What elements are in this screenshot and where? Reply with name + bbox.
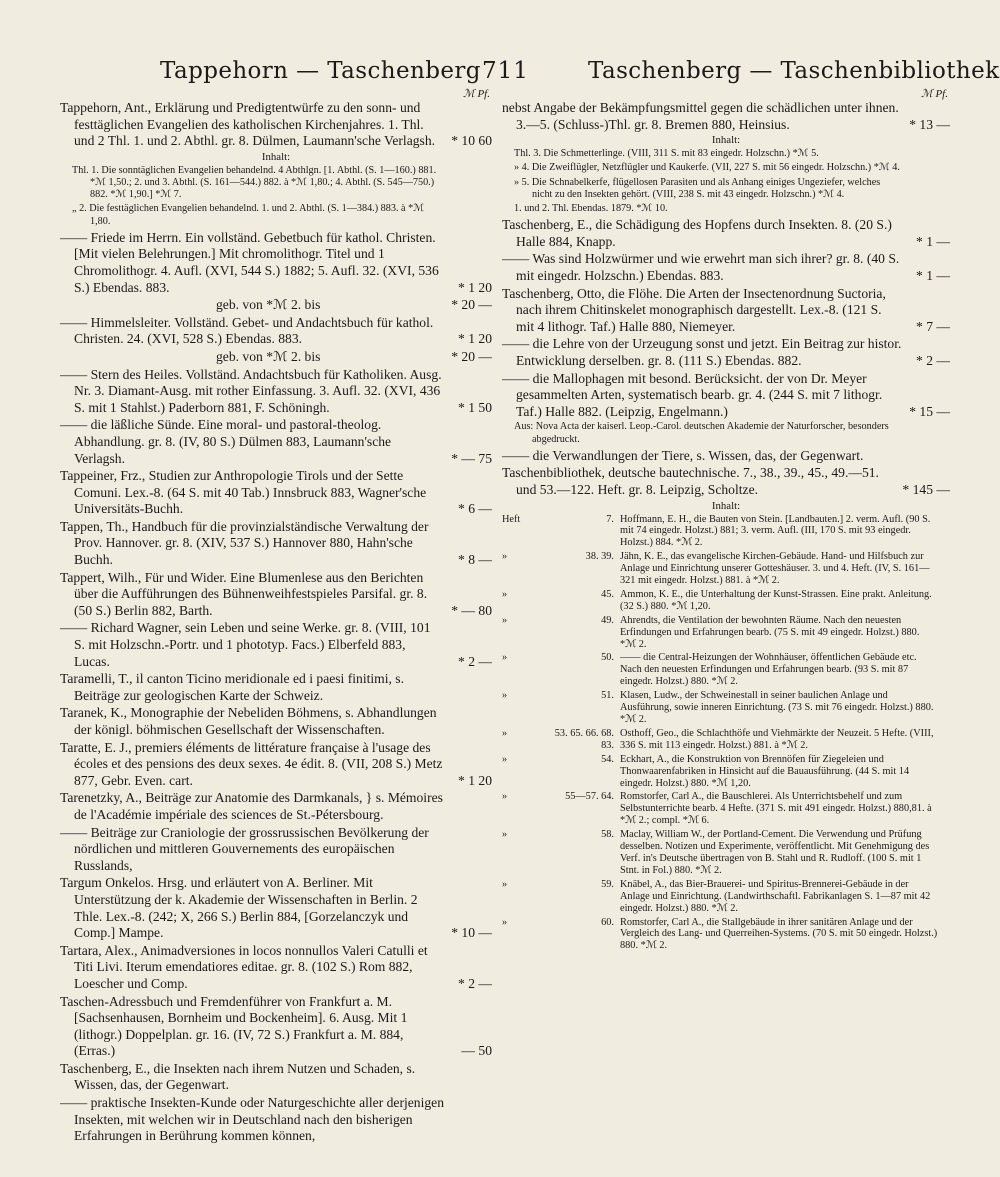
entry-text: Taramelli, T., il canton Ticino meridionale ed i paesi finitimi, s. Beiträge zur geologischen Karte der Schweiz. <box>60 671 404 703</box>
contents-row <box>502 589 950 613</box>
entry-text: Taranek, K., Monographie der Nebeliden Böhmens, s. Abhandlungen der königl. böhmischen Gesellschaft der Wissenschaften. <box>60 705 437 738</box>
contents-title: Romstorfer, Carl A., die Stallgebäude in ihrer sanitären Anlage und der Vergleich des Lang- und Querreihen-Systems. (70 S. mit 50 eingedr. Holzst.) 880. *ℳ 2. <box>620 916 938 952</box>
catalog-entry <box>60 417 492 467</box>
entry-text: —— die Verwandlungen der Tiere, s. Wissen, das, der Gegenwart. <box>502 447 864 463</box>
entry-price: * 145 — <box>902 481 950 497</box>
entry-price: * 7 — <box>916 318 950 334</box>
catalog-entry <box>60 1061 492 1094</box>
catalog-entry <box>60 825 492 875</box>
entry-price: * 1 20 <box>458 279 492 295</box>
entry-text: » 4. Die Zweiflügler, Netzflügler und Kaukerfe. (VII, 227 S. mit 56 eingedr. Holzschn.) *ℳ 4. <box>514 162 900 174</box>
entry-price: * 2 — <box>916 352 950 368</box>
entry-text: —— Beiträge zur Craniologie der grossrussischen Bevölkerung der nördlichen und mittleren Gouvernements des europäischen Russlands, <box>60 824 429 873</box>
contents-heft-label: » <box>502 916 508 928</box>
binding-price-line <box>60 349 492 366</box>
entry-text: —— Himmelsleiter. Vollständ. Gebet- und Andachtsbuch für kathol. Christen. 24. (XVI, 528 S.) Ebendas. 883. <box>60 314 434 347</box>
catalog-entry <box>60 620 492 670</box>
entry-text: nebst Angabe der Bekämpfungsmittel gegen die schädlichen unter ihnen. 3.—5. (Schluss-)Thl. gr. 8. Bremen 880, Heinsius. <box>502 100 899 132</box>
entry-text: 1. und 2. Thl. Ebendas. 1879. *ℳ 10. <box>514 203 668 214</box>
contents-heft-label: » <box>502 753 508 765</box>
entry-text: Tappeiner, Frz., Studien zur Anthropologie Tirols und der Sette Comuni. Lex.-8. (64 S. mit 40 Tab.) Innsbruck 883, Wagner'sche Universitäts-Buchh. <box>60 468 427 517</box>
contents-title: Klasen, Ludw., der Schweinestall in seiner baulichen Anlage und Ausführung, sowie inneren Einrichtung. (73 S. mit 76 eingedr. Holzst.) 880. *ℳ 2. <box>620 690 934 726</box>
entry-price: * — 75 <box>451 450 492 466</box>
catalog-entry <box>60 943 492 993</box>
entry-text: Taratte, E. J., premiers éléments de littérature française à l'usage des écoles et des pensions des deux sexes. 4e édit. 8. (VII, 208 S.) Metz 877, Gebr. Even. cart. <box>60 739 443 788</box>
entry-text: Inhalt: <box>711 134 741 147</box>
sub-entry <box>502 162 950 174</box>
contents-heft-number: 54. <box>601 753 614 765</box>
entry-price: * — 80 <box>451 602 492 618</box>
left-entry-list <box>60 100 492 1145</box>
contents-title: Hoffmann, E. H., die Bauten von Stein. [Landbauten.] 2. verm. Aufl. (90 S. mit 74 eingedr. Holzst.) 881; 3. verm. Aufl. (III, 170 S. mit 93 eingedr. Holzst.) 884. *ℳ 2. <box>620 513 931 549</box>
contents-heft-label: » <box>502 829 508 841</box>
entry-text: Tappehorn, Ant., Erklärung und Predigtentwürfe zu den sonn- und festtäglichen Evangelien des katholischen Kirchenjahres. 1. Thl. und 2 Thl. 1. und 2. Abthl. gr. 8. Dülmen, Laumann'sche Verlagsh. <box>60 100 436 149</box>
entry-text: Taschenberg, E., die Schädigung des Hopfens durch Insekten. 8. (20 S.) Halle 884, Knapp. <box>502 217 892 249</box>
entry-price: * 10 60 <box>451 133 492 149</box>
contents-heft-label: » <box>502 727 508 739</box>
contents-title: Ahrendts, die Ventilation der bewohnten Räume. Nach den neuesten Erfindungen und Erfahrungen bearb. (75 S. mit 49 eingedr. Holzst.) 880. *ℳ 2. <box>620 614 920 650</box>
contents-row <box>502 791 950 827</box>
contents-heft-number: 53. 65. 66. 68. 83. <box>554 727 614 751</box>
right-running-title: Taschenberg — Taschenbibliothek <box>588 58 1000 84</box>
entry-text: Taschen-Adressbuch und Fremdenführer von Frankfurt a. M. [Sachsenhausen, Bornheim und Bockenheim]. 6. Ausg. Mit 1 (lithogr.) Doppelplan. gr. 16. (IV, 72 S.) Frankfurt a. M. 884, (Erras.) <box>60 993 408 1059</box>
contents-row <box>502 514 950 550</box>
entry-price: * 10 — <box>451 925 492 941</box>
contents-heft-label: » <box>502 652 508 664</box>
contents-title: Knäbel, A., das Bier-Brauerei- und Spiritus-Brennerei-Gebäude in der Anlage und Einrichtung. (Landwirthschaftl. Fabrikanlagen S. 1—87 mit 42 eingedr. Holzst.) 880. *ℳ 2. <box>620 878 931 914</box>
entry-text: Thl. 1. Die sonntäglichen Evangelien behandelnd. 4 Abthlgn. [1. Abthl. (S. 1—160.) 881. *ℳ 1,50.; 2. und 3. Abthl. (S. 161—544.) 882. à *ℳ 1,80.; 4. Abthl. (S. 545—750.) 882. *ℳ 1,90.] *ℳ 7. <box>72 164 437 201</box>
catalog-entry <box>502 100 950 133</box>
catalog-entry <box>60 570 492 620</box>
entry-text: Inhalt: <box>261 150 291 163</box>
contents-row <box>502 615 950 651</box>
contents-heft-label: Heft <box>502 513 521 525</box>
contents-heft-number: 50. <box>601 652 614 664</box>
contents-title: Jähn, K. E., das evangelische Kirchen-Gebäude. Hand- und Hilfsbuch zur Anlage und Einrichtung unserer Gotteshäuser. 3. und 4. Heft. (IV, S. 161—321 mit eingedr. Holzst.) 881. à *ℳ 2. <box>620 551 930 587</box>
contents-heft-number: 49. <box>601 614 614 626</box>
contents-row <box>502 879 950 915</box>
entry-text: geb. von *ℳ 2. bis <box>216 348 321 364</box>
contents-title: Eckhart, A., die Konstruktion von Brennöfen für Ziegeleien und Thonwaarenfabriken in Hinsicht auf die Bauausführung. (44 S. mit 14 eingedr. Holzst.) 880. *ℳ 1,20. <box>620 753 910 789</box>
entry-text: Taschenberg, Otto, die Flöhe. Die Arten der Insectenordnung Suctoria, nach ihrem Chitinskelet monographisch dargestellt. Lex.-8. (121 S. mit 4 lithogr. Taf.) Halle 880, Niemeyer. <box>502 285 886 334</box>
contents-row <box>502 728 950 752</box>
entry-text: —— Stern des Heiles. Vollständ. Andachtsbuch für Katholiken. Ausg. Nr. 3. Diamant-Ausg. mit rother Einfassung. 3. Aufl. 32. (XVI, 436 S. mit 1 Stahlst.) Paderborn 881, F. Schöningh. <box>60 366 442 415</box>
entry-text: Inhalt: <box>711 499 741 512</box>
entry-text: —— die Lehre von der Urzeugung sonst und jetzt. Ein Beitrag zur histor. Entwicklung derselben. gr. 8. (111 S.) Ebendas. 882. <box>502 336 902 368</box>
entry-text: —— praktische Insekten-Kunde oder Naturgeschichte aller derjenigen Insekten, mit welchen wir in Deutschland nach den bisherigen Erfahrungen in Berührung kommen können, <box>60 1095 445 1144</box>
entry-text: —— Was sind Holzwürmer und wie erwehrt man sich ihrer? gr. 8. (40 S. mit eingedr. Holzschn.) Ebendas. 883. <box>502 251 900 283</box>
entry-price: * 15 — <box>909 403 950 419</box>
entry-text: Thl. 3. Die Schmetterlinge. (VIII, 311 S. mit 83 eingedr. Holzschn.) *ℳ 5. <box>514 148 819 160</box>
entry-text: „ 2. Die festtäglichen Evangelien behandelnd. 1. und 2. Abthl. (S. 1—384.) 883. à *ℳ 1,80. <box>72 203 425 227</box>
catalog-entry <box>60 519 492 569</box>
entry-text: Tappen, Th., Handbuch für die provinzialständische Verwaltung der Prov. Hannover. gr. 8. (XIV, 537 S.) Hannover 880, Hahn'sche Buchh. <box>60 518 429 568</box>
entry-text: Tartara, Alex., Animadversiones in locos nonnullos Valeri Catulli et Titi Livi. Iterum emendatiores editae. gr. 8. (102 S.) Rom 882, Loescher und Comp. <box>60 942 428 991</box>
contents-title: —— die Central-Heizungen der Wohnhäuser, öffentlichen Gebäude etc. Nach den neuesten Erfindungen und Erfahrungen bearb. (93 S. mit 87 eingedr. Holzst.) 880. *ℳ 2. <box>620 652 917 688</box>
entry-price: * 20 — <box>451 297 492 313</box>
contents-heft-number: 45. <box>601 588 614 600</box>
catalog-entry <box>60 367 492 417</box>
catalog-entry <box>502 286 950 336</box>
entry-text: Tappert, Wilh., Für und Wider. Eine Blumenlese aus den Berichten über die Aufführungen des Bühnenweihfestspieles Parsifal. gr. 8. (50 S.) Berlin 882, Barth. <box>60 569 428 618</box>
catalog-entry <box>502 336 950 369</box>
entry-price: * 2 — <box>458 653 492 669</box>
catalog-entry <box>60 875 492 941</box>
entry-price: * 1 — <box>916 233 950 249</box>
right-entry-list <box>502 100 950 513</box>
catalog-entry <box>60 705 492 738</box>
right-column <box>502 88 950 954</box>
contents-row <box>502 551 950 587</box>
entry-price: * 20 — <box>451 348 492 364</box>
contents-heft-number: 7. <box>606 513 614 525</box>
entry-text: Tarenetzky, A., Beiträge zur Anatomie des Darmkanals, } s. Mémoires de l'Académie impériale des sciences de St.-Pétersbourg. <box>60 790 443 822</box>
page-number: 711 <box>482 58 529 84</box>
entry-text: geb. von *ℳ 2. bis <box>216 297 321 313</box>
currency-head: ℳ Pf. <box>462 88 490 100</box>
catalog-entry <box>502 371 950 421</box>
entry-text: —— Friede im Herrn. Ein vollständ. Gebetbuch für kathol. Christen. [Mit vielen Belehrungen.] Mit chromolithogr. Titel und 1 Chromolithogr. 4. Aufl. (XVI, 544 S.) 1882; 5. Aufl. 32. (XVI, 536 S.) Ebendas. 883. <box>60 229 439 295</box>
contents-title: Romstorfer, Carl A., die Bauschlerei. Als Unterrichtsbehelf und zum Selbstunterrichte bearb. 4 Hefte. (371 S. mit 491 eingedr. Holzst.) 880,81. à *ℳ 2.; compl. *ℳ 6. <box>620 791 932 827</box>
catalog-entry <box>60 468 492 518</box>
entry-price: * 8 — <box>458 552 492 568</box>
catalog-entry <box>502 217 950 250</box>
left-running-title: Tappehorn — Taschenberg <box>160 58 481 84</box>
sub-entry <box>502 177 950 201</box>
contents-heft-label: » <box>502 588 508 600</box>
contents-title: Maclay, William W., der Portland-Cement. Die Verwendung und Prüfung desselben. Notizen und Experimente, veröffentlicht. Mit Genehmigung des Verf. in's Deutsche übertragen von B. Stahl und R. Rudloff. (100 S. mit 1 Stnt. in Fol.) 880. *ℳ 2. <box>620 829 930 876</box>
catalog-entry <box>60 100 492 150</box>
currency-head: ℳ Pf. <box>920 88 948 100</box>
entry-price: * 1 20 <box>458 772 492 788</box>
running-head <box>0 58 1000 92</box>
entry-text: Taschenberg, E., die Insekten nach ihrem Nutzen und Schaden, s. Wissen, das, der Gegenwart. <box>60 1060 416 1093</box>
contents-heft-number: 58. <box>601 829 614 841</box>
catalog-entry <box>60 740 492 790</box>
entry-text: » 5. Die Schnabelkerfe, flügellosen Parasiten und als Anhang einiges Ungeziefer, welches nicht zu den Insekten gehört. (VIII, 238 S. mit 43 eingedr. Holzschn.) *ℳ 4. <box>514 176 881 200</box>
entry-text: —— die Mallophagen mit besond. Berücksicht. der von Dr. Meyer gesammelten Arten, systematisch bearb. gr. 4. (244 S. mit 7 lithogr. Taf.) Halle 882. (Leipzig, Engelmann.) <box>502 370 883 419</box>
contents-heft-number: 38. 39. <box>585 551 614 563</box>
catalog-entry <box>60 1095 492 1145</box>
sub-entry <box>60 203 492 227</box>
contents-heading <box>502 500 950 513</box>
catalog-entry <box>60 790 492 823</box>
catalog-entry <box>502 251 950 284</box>
entry-price: * 13 — <box>909 116 950 132</box>
catalog-entry <box>60 230 492 296</box>
contents-row <box>502 754 950 790</box>
contents-heft-label: » <box>502 614 508 626</box>
contents-row <box>502 690 950 726</box>
contents-title: Osthoff, Geo., die Schlachthöfe und Viehmärkte der Neuzeit. 5 Hefte. (VIII, 336 S. mit 113 eingedr. Holzst.) 881. à *ℳ 2. <box>620 727 934 751</box>
contents-heft-label: » <box>502 551 508 563</box>
contents-row <box>502 829 950 877</box>
binding-price-line <box>60 297 492 314</box>
entry-text: Targum Onkelos. Hrsg. und erläutert von A. Berliner. Mit Unterstützung der k. Akademie der Wissenschaften in Berlin. 2 Thle. Lex.-8. (242; X, 266 S.) Berlin 884, [Gorzelanczyk und Comp.] Mampe. <box>60 875 418 941</box>
entry-text: Taschenbibliothek, deutsche bautechnische. 7., 38., 39., 45., 49.—51. und 53.—122. Heft. gr. 8. Leipzig, Scholtze. <box>502 465 879 497</box>
contents-heft-number: 51. <box>601 690 614 702</box>
contents-heft-number: 55—57. 64. <box>565 791 614 803</box>
contents-heft-label: » <box>502 791 508 803</box>
catalog-entry <box>60 671 492 704</box>
contents-heft-label: » <box>502 690 508 702</box>
entry-price: * 1 20 <box>458 331 492 347</box>
contents-heft-number: 59. <box>601 878 614 890</box>
catalog-entry <box>502 448 950 465</box>
contents-heft-label: » <box>502 878 508 890</box>
entry-price: * 1 — <box>916 267 950 283</box>
entry-text: Aus: Nova Acta der kaiserl. Leop.-Carol. deutschen Akademie der Naturforscher, besonders abgedruckt. <box>514 421 889 445</box>
contents-row <box>502 652 950 688</box>
sub-entry <box>502 148 950 160</box>
catalog-entry <box>60 315 492 348</box>
catalog-entry <box>60 994 492 1060</box>
entry-price: * 2 — <box>458 975 492 991</box>
sub-entry <box>502 203 950 215</box>
entry-text: —— Richard Wagner, sein Leben und seine Werke. gr. 8. (VIII, 101 S. mit Holzschn.-Portr. und 1 phototyp. Facs.) Elberfeld 883, Lucas. <box>60 620 431 669</box>
entry-price: * 6 — <box>458 501 492 517</box>
contents-heft-number: 60. <box>601 916 614 928</box>
contents-list <box>502 514 950 953</box>
sub-entry <box>60 165 492 202</box>
entry-text: —— die läßliche Sünde. Eine moral- und pastoral-theolog. Abhandlung. gr. 8. (IV, 80 S.) Dülmen 883, Laumann'sche Verlagsh. <box>60 417 392 466</box>
contents-row <box>502 917 950 953</box>
left-column <box>60 88 492 1146</box>
contents-heading <box>502 134 950 147</box>
catalog-entry <box>502 465 950 498</box>
entry-price: — 50 <box>461 1043 492 1059</box>
sub-entry <box>502 421 950 445</box>
contents-heading <box>60 151 492 164</box>
contents-title: Ammon, K. E., die Unterhaltung der Kunst-Strassen. Eine prakt. Anleitung. (32 S.) 880. *ℳ 1,20. <box>620 588 932 612</box>
entry-price: * 1 50 <box>458 399 492 415</box>
